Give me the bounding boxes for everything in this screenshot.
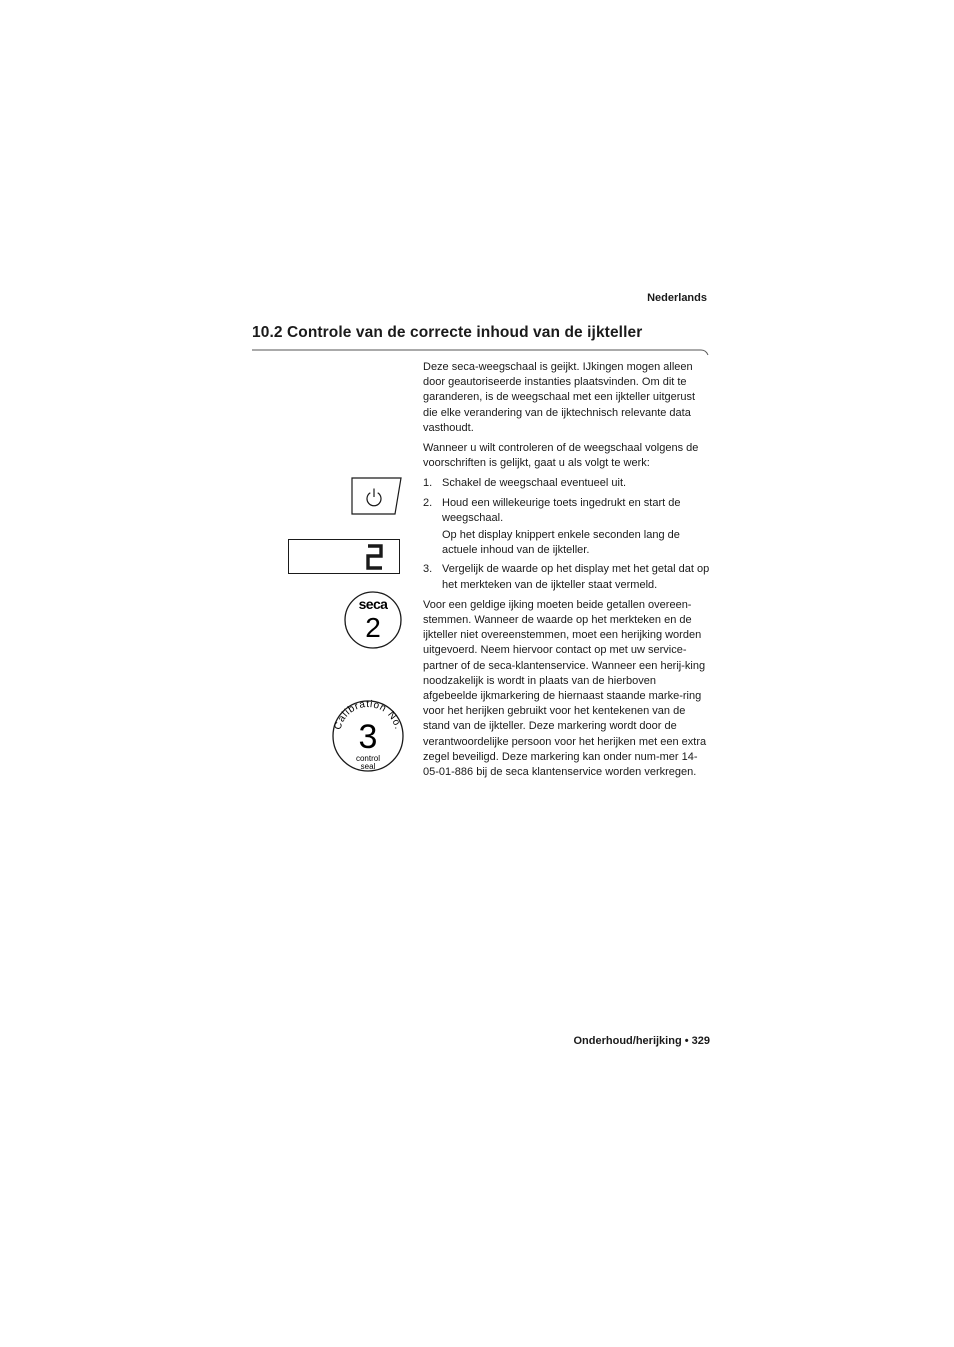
body-text [423, 360, 710, 785]
validity-paragraph: Voor een geldige ijking moeten beide getallen overeen-stemmen. Wanneer de waarde op het merkteken en de ijkteller niet overeenstemmen, moet een herijking worden uitgevoerd. Neem hiervoor contact op met uw service-partner of de seca-klantenservice. Wanneer een herij-king noodzakelijk is wordt in plaats van de hierboven afgebeelde ijkmarkering de hiernaast staande marke-ring voor het herijken gebruikt voor het kentekenen van de stand van de ijkteller. Deze markering wordt door de verantwoordelijke persoon voor het herijken met een extra zegel beveiligd. Deze markering kan onder num-mer 14-05-01-886 bij de seca klantenservice worden verkregen. [423, 598, 707, 779]
step-text: Houd een willekeurige toets ingedrukt en start de weegschaal. [442, 496, 681, 524]
calibration-seal-label-control: control [355, 754, 381, 763]
section-rule [252, 346, 712, 358]
step-note: Op het display knippert enkele seconden lang de actuele inhoud van de ijkteller. [442, 529, 680, 557]
step-number: 1. [423, 477, 433, 490]
section-title: 10.2 Controle van de correcte inhoud van de ijkteller [252, 324, 643, 341]
step-text: Schakel de weegschaal eventueel uit. [442, 477, 627, 490]
step-item [423, 562, 710, 592]
display-figure [288, 539, 400, 574]
intro-paragraph: Deze seca-weegschaal is geijkt. IJkingen mogen alleen door geautoriseerde instanties plaatsvinden. Om dit te garanderen, is de weegschaal met een ijkteller uitgerust die elke verandering van de ijktechnisch relevante data vasthoudt. [423, 361, 696, 434]
step-text: Vergelijk de waarde op het display met het getal dat op het merkteken van de ijkteller staat vermeld. [442, 563, 710, 591]
calibration-arc-text: Calibration No. [332, 698, 404, 732]
power-key-figure [350, 476, 404, 518]
seca-seal-number: 2 [365, 612, 381, 643]
page-footer: Onderhoud/herijking • 329 [573, 1035, 710, 1047]
step-item [423, 476, 710, 491]
step-number: 3. [423, 563, 433, 576]
step-number: 2. [423, 496, 433, 509]
step-item [423, 496, 710, 559]
calibration-seal-figure [331, 698, 405, 774]
seca-seal-figure [343, 590, 403, 650]
steps-list [423, 476, 710, 592]
check-paragraph: Wanneer u wilt controleren of de weegschaal volgens de voorschriften is gelijkt, gaat u als volgt te werk: [423, 442, 699, 470]
calibration-seal-number: 3 [358, 718, 378, 756]
language-label: Nederlands [647, 292, 707, 304]
seca-logo-text: seca [358, 596, 388, 612]
calibration-seal-label-seal: seal [360, 762, 376, 771]
display-digit [365, 543, 385, 571]
